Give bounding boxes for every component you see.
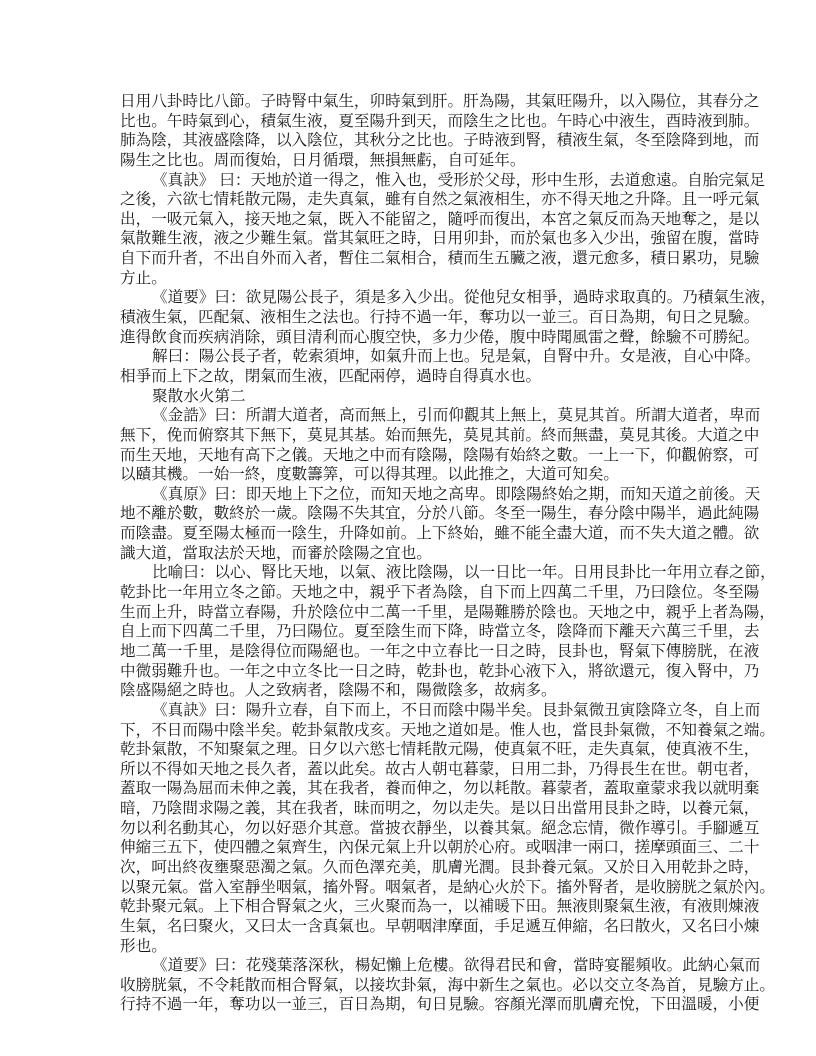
text-line: 《道要》曰：欲見陽公長子，須是多入少出。從他兒女相爭，過時求取真的。乃積氣生液， <box>152 288 776 307</box>
text-line: 比也。午時氣到心，積氣生液，夏至陽升到天，而陰生之比也。午時心中液生，酉時液到肺。 <box>120 111 760 130</box>
text-line: 次，呵出終夜壅聚惡濁之氣。久而色澤充美，肌膚光潤。艮卦養元氣。又於日入用乾卦之時， <box>120 857 760 876</box>
text-line: 陰盛陽絕之時也。人之致病者，陰陽不和，陽微陰多，故病多。 <box>120 681 557 700</box>
text-line: 《道要》曰：花殘葉落深秋，楊妃懶上危樓。欲得君民和會，當時宴罷頻收。此納心氣而 <box>152 956 761 975</box>
text-line: 識大道，當取法於天地，而審於陰陽之宜也。 <box>120 543 432 562</box>
text-line: 聚散水火第二 <box>152 386 246 405</box>
text-line: 進得飲食而疾病消除，頭目清利而心腹空快，多力少倦，腹中時聞風雷之聲，餘驗不可勝紀。 <box>120 327 760 346</box>
text-line: 出，一吸元氣入，接天地之氣，既入不能留之，隨呼而復出，本宮之氣反而為天地奪之，是以 <box>120 209 760 228</box>
text-line: 肺為陰，其液盛陰降，以入陰位，其秋分之比也。子時液到腎，積液生氣，冬至陰降到地，而 <box>120 131 760 150</box>
text-line: 生氣，名曰聚火，又曰太一含真氣也。早朝咽津摩面，手足遞互伸縮，名曰散火，又名曰小煉 <box>120 916 760 935</box>
text-line: 比喻曰：以心、腎比天地，以氣、液比陰陽，以一日比一年。日用艮卦比一年用立春之節， <box>152 563 776 582</box>
text-line: 伸縮三五下，使四體之氣齊生，內保元氣上升以朝於心府。或咽津一兩口，搓摩頭面三、二十 <box>120 838 760 857</box>
text-line: 行持不過一年，奪功以一並三，百日為期，旬日見驗。容顏光澤而肌膚充悅，下田溫暖，小便 <box>120 995 760 1014</box>
text-line: 地二萬一千里，是陰得位而陽絕也。一年之中立春比一日之時，艮卦也，腎氣下傳膀胱，在液 <box>120 641 760 660</box>
text-line: 解曰：陽公長子者，乾索須坤，如氣升而上也。兒是氣，自腎中升。女是液，自心中降。 <box>152 347 761 366</box>
text-line: 以賾其機。一始一終，度數籌筭，可以得其理。以此推之，大道可知矣。 <box>120 465 620 484</box>
text-line: 中微弱難升也。一年之中立冬比一日之時，乾卦也，乾卦心液下入，將欲還元，復入腎中，乃 <box>120 661 760 680</box>
text-line: 所以不得如天地之長久者，蓋以此矣。故古人朝屯暮蒙，日用二卦，乃得長生在世。朝屯者， <box>120 759 760 778</box>
text-line: 之後，六欲七情耗散元陽，走失真氣，雖有自然之氣液相生，亦不得天地之升降。且一呼元氣 <box>120 190 760 209</box>
text-line: 地不離於數，數終於一歲。陰陽不失其宜，分於八節。冬至一陽生，春分陰中陽半，過此純陽 <box>120 504 760 523</box>
document-page <box>120 92 776 1015</box>
text-line: 而生天地，天地有高下之儀。天地之中而有陰陽，陰陽有始終之數。一上一下，仰觀俯察，可 <box>120 445 760 464</box>
text-line: 氣散難生液，液之少難生氣。當其氣旺之時，日用卯卦，而於氣也多入少出，強留在腹，當時 <box>120 229 760 248</box>
text-line: 相爭而上下之故，閉氣而生液，匹配兩停，過時自得真水也。 <box>120 366 542 385</box>
text-line: 蓋取一陽為屈而未伸之義，其在我者，養而伸之，勿以耗散。暮蒙者，蓋取童蒙求我以就明棄 <box>120 779 760 798</box>
text-line: 乾卦比一年用立冬之節。天地之中，親乎下者為陰，自下而上四萬二千里，乃曰陰位。冬至陽 <box>120 583 760 602</box>
text-line: 乾卦聚元氣。上下相合腎氣之火，三火聚而為一，以補暖下田。無液則聚氣生液，有液則煉液 <box>120 897 760 916</box>
text-line: 方止。 <box>120 268 167 287</box>
text-line: 《真原》曰：即天地上下之位，而知天地之高卑。即陰陽終始之期，而知天道之前後。天 <box>152 484 761 503</box>
text-line: 以聚元氣。當入室靜坐咽氣，搐外腎。咽氣者，是納心火於下。搐外腎者，是收膀胱之氣於內。 <box>120 877 775 896</box>
text-line: 《真訣》曰：陽升立春，自下而上，不日而陰中陽半矣。艮卦氣微丑寅陰降立冬，自上而 <box>152 700 761 719</box>
text-line: 形也。 <box>120 936 167 955</box>
text-line: 生而上升，時當立春陽，升於陰位中二萬一千里，是陽難勝於陰也。天地之中，親乎上者為陽， <box>120 602 775 621</box>
text-line: 陽生之比也。周而復始，日月循環，無損無虧，自可延年。 <box>120 150 526 169</box>
text-line: 收膀胱氣，不令耗散而相合腎氣，以接坎卦氣，海中新生之氣也。必以交立冬為首，見驗方止。 <box>120 975 775 994</box>
text-line: 暗，乃陰間求陽之義，其在我者，昧而明之，勿以走失。是以日出當用艮卦之時，以養元氣， <box>120 799 760 818</box>
text-line: 《金誥》曰：所謂大道者，高而無上，引而仰觀其上無上，莫見其首。所謂大道者，卑而 <box>152 406 761 425</box>
text-line: 乾卦氣散，不知聚氣之理。日夕以六慾七情耗散元陽，使真氣不旺，走失真氣，使真液不生， <box>120 740 760 759</box>
text-line: 《真訣》 曰：天地於道一得之，惟入也，受形於父母，形中生形，去道愈遠。自胎完氣足 <box>152 170 766 189</box>
text-line: 自下而升者，不出自外而入者，暫住二氣相合，積而生五臟之液，還元愈多，積日累功，見驗 <box>120 249 760 268</box>
text-line: 而陰盡。夏至陽太極而一陰生，升降如前。上下終始，雖不能全盡大道，而不失大道之體。欲 <box>120 524 760 543</box>
text-line: 下，不日而陽中陰半矣。乾卦氣散戌亥。天地之道如是。惟人也，當艮卦氣微，不知養氣之端。 <box>120 720 775 739</box>
text-line: 自上而下四萬二千里，乃曰陽位。夏至陰生而下降，時當立冬，陰降而下離天六萬三千里，去 <box>120 622 760 641</box>
text-line: 積液生氣，匹配氣、液相生之法也。行持不過一年，奪功以一並三。百日為期，旬日之見驗。 <box>120 308 760 327</box>
text-line: 勿以利名動其心，勿以好惡介其意。當披衣靜坐，以養其氣。絕念忘情，微作導引。手腳遞互 <box>120 818 760 837</box>
text-line: 無下，俛而俯察其下無下，莫見其基。始而無先，莫見其前。終而無盡，莫見其後。大道之中 <box>120 425 760 444</box>
text-line: 日用八卦時比八節。子時腎中氣生，卯時氣到肝。肝為陽，其氣旺陽升，以入陽位，其春分之 <box>120 92 760 110</box>
